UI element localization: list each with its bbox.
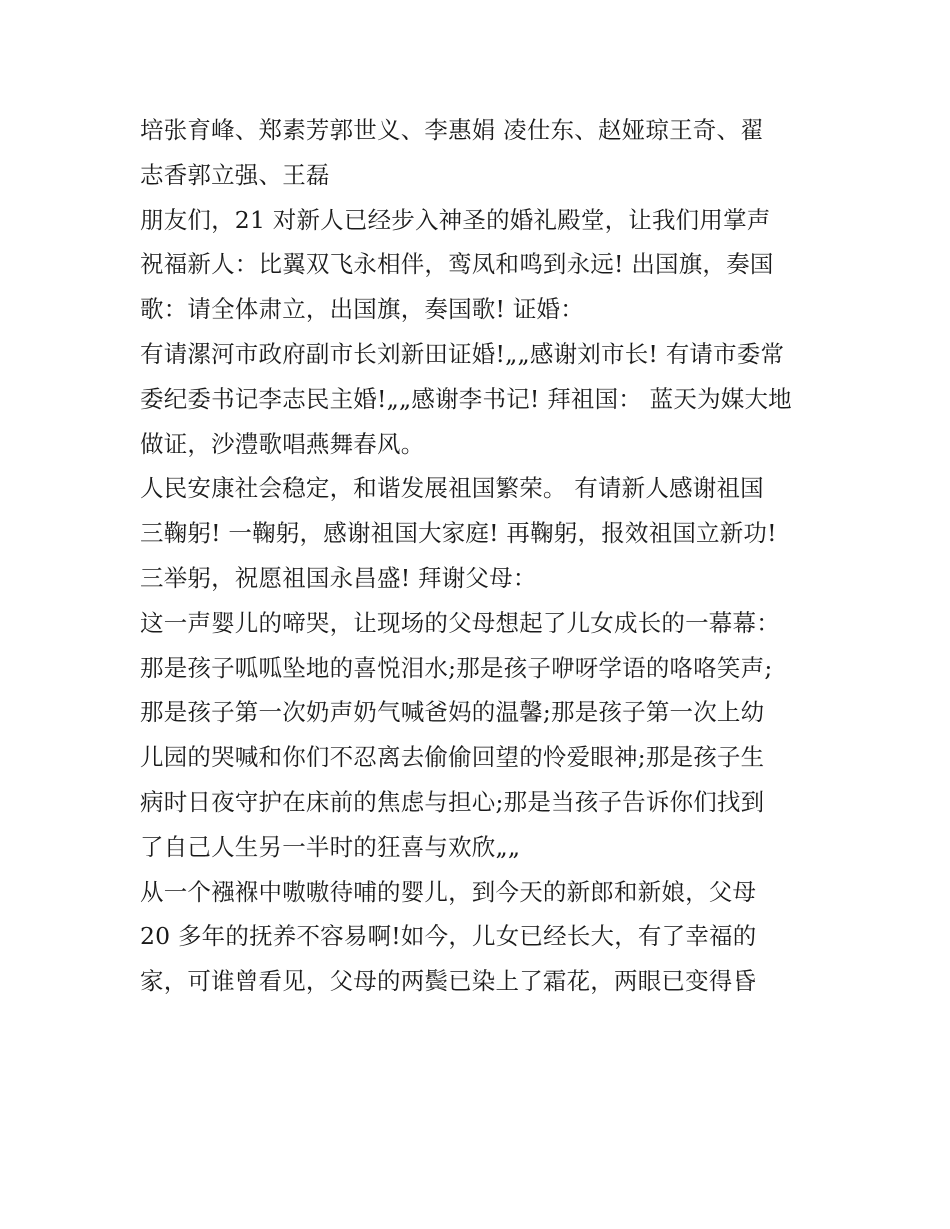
text-line: 培张育峰、郑素芳郭世义、李惠娟 凌仕东、赵娅琼王奇、翟 [140, 116, 764, 144]
text-line: 人民安康社会稳定，和谐发展祖国繁荣。 有请新人感谢祖国 [140, 474, 764, 503]
text-line: 有请漯河市政府副市长刘新田证婚!„„感谢刘市长! 有请市委常 [140, 339, 785, 368]
document-body [140, 108, 820, 1004]
text-line: 委纪委书记李志民主婚!„„感谢李书记! 拜祖国： 蓝天为媒大地 [140, 384, 792, 413]
text-line: 家，可谁曾看见，父母的两鬓已染上了霜花，两眼已变得昏 [140, 967, 757, 996]
text-line: 志香郭立强、王磊 [140, 160, 330, 189]
text-line: 三鞠躬! 一鞠躬，感谢祖国大家庭! 再鞠躬，报效祖国立新功! [140, 519, 777, 548]
text-line: 做证，沙澧歌唱燕舞春风。 [140, 429, 425, 458]
text-line: 儿园的哭喊和你们不忍离去偷偷回望的怜爱眼神;那是孩子生 [140, 743, 765, 772]
text-line: 这一声婴儿的啼哭，让现场的父母想起了儿女成长的一幕幕： [140, 608, 780, 637]
text-line: 那是孩子呱呱坠地的喜悦泪水;那是孩子咿呀学语的咯咯笑声; [140, 653, 773, 682]
text-line: 那是孩子第一次奶声奶气喊爸妈的温馨;那是孩子第一次上幼 [140, 698, 765, 727]
text-line: 了自己人生另一半时的狂喜与欢欣„„ [140, 832, 521, 861]
text-line: 病时日夜守护在床前的焦虑与担心;那是当孩子告诉你们找到 [140, 787, 765, 816]
text-line: 朋友们，21 对新人已经步入神圣的婚礼殿堂，让我们用掌声 [140, 205, 771, 234]
text-line: 三举躬，祝愿祖国永昌盛! 拜谢父母： [140, 563, 537, 592]
text-line: 从一个襁褓中嗷嗷待哺的婴儿，到今天的新郎和新娘，父母 [140, 877, 757, 906]
text-line: 歌：请全体肃立，出国旗，奏国歌! 证婚： [140, 295, 584, 324]
text-line: 祝福新人：比翼双飞永相伴，鸾凤和鸣到永远! 出国旗，奏国 [140, 250, 774, 279]
text-line: 20 多年的抚养不容易啊!如今，儿女已经长大，有了幸福的 [140, 922, 757, 951]
